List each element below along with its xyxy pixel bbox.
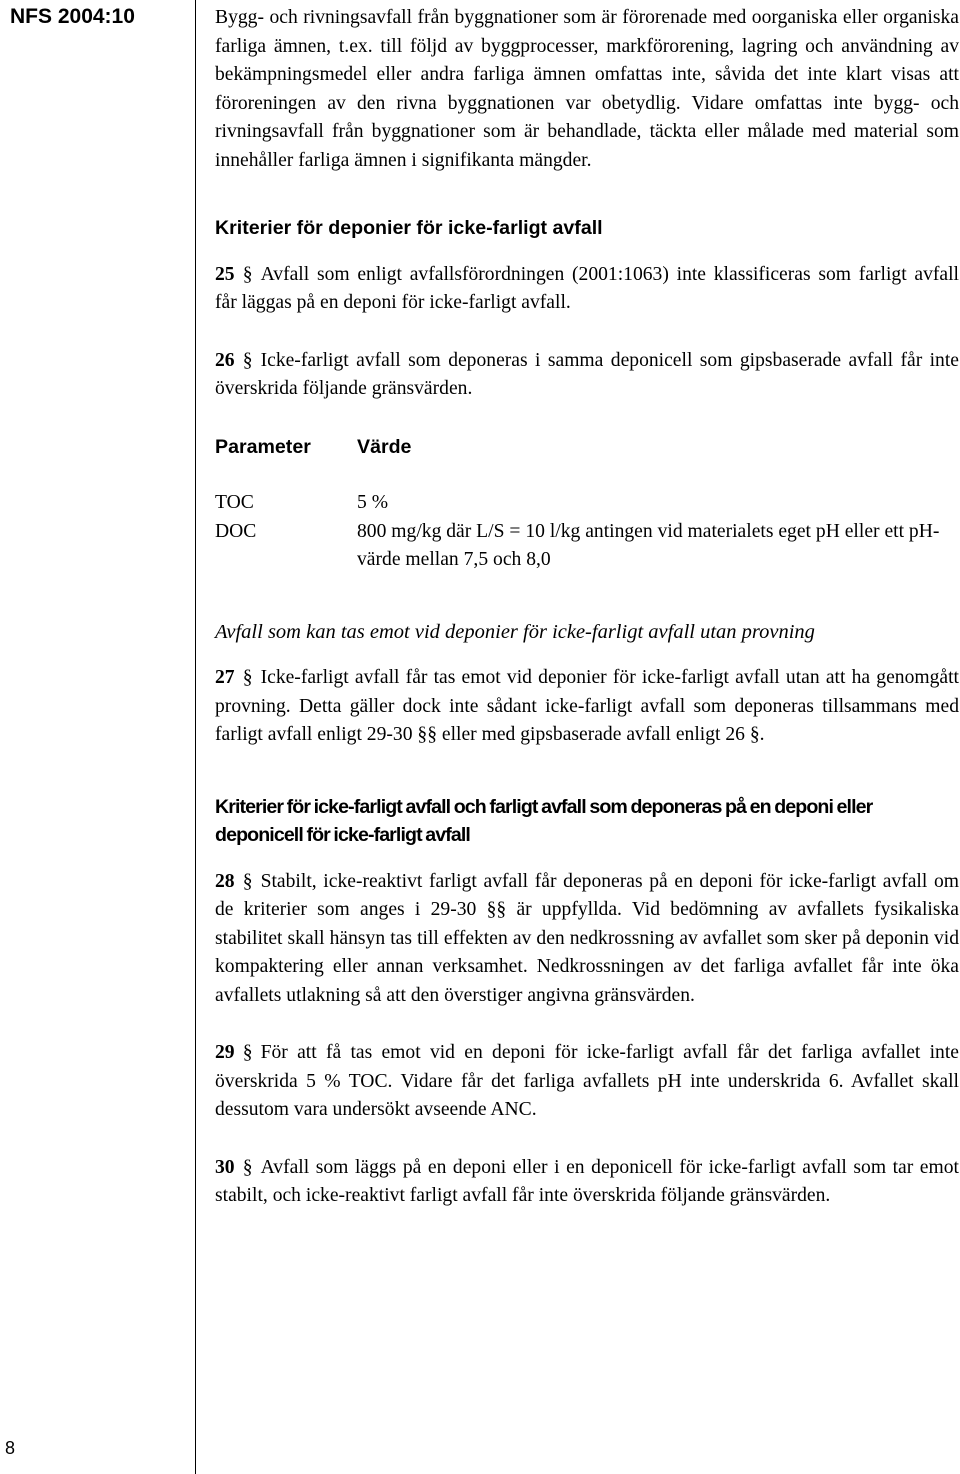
paragraph-text: För att få tas emot vid en deponi för icke-farligt avfall får det farliga avfallet inte överskrida 5 % TOC. Vidare får det farliga avfallets pH inte underskrida 6. Avfallet skall dessutom vara undersökt avseende ANC. — [215, 1042, 959, 1120]
paragraph-26 — [215, 347, 959, 404]
section-sign: § — [242, 870, 253, 892]
section-sign: § — [242, 263, 253, 285]
section-sign: § — [242, 349, 253, 371]
table-row — [215, 518, 959, 575]
section-heading: Kriterier för deponier för icke-farligt avfall — [215, 217, 603, 239]
section-sign: § — [242, 1156, 253, 1178]
document-reference: NFS 2004:10 — [10, 5, 135, 28]
column-header-value: Värde — [357, 435, 412, 458]
parameter-cell: DOC — [215, 520, 257, 542]
paragraph-27 — [215, 664, 959, 750]
column-header-parameter: Parameter — [215, 435, 311, 458]
intro-paragraph: Bygg- och rivningsavfall från byggnationer som är förorenade med oorganiska eller organiska farliga ämnen, t.ex. till följd av byggprocesser, markförorening, lagring och användning av bekämpningsmedel eller andra farliga ämnen omfattas inte, såvida det inte klart visas att föroreningen av den rivna byggnationen var obetydlig. Vidare omfattas inte bygg- och rivningsavfall från byggnationer som är behandlade, täckta eller målade med material som innehåller farliga ämnen i signifikanta mängder. — [215, 7, 959, 171]
paragraph-text: Stabilt, icke-reaktivt farligt avfall får deponeras på en deponi för icke-farligt avfall om de kriterier som anges i 29-30 §§ är uppfyllda. Vid bedömning av avfallets fysikaliska stabilitet skall hänsyn tas till effekten av den nedkrossning av avfallet som sker på deponin vid kompaktering eller annan verksamhet. Nedkrossningen av det farliga avfallet får inte öka avfallets utlakning så att den överstiger angivna gränsvärden. — [215, 870, 959, 1006]
paragraph-30 — [215, 1154, 959, 1211]
paragraph-29 — [215, 1039, 959, 1125]
margin-rule — [195, 0, 196, 1474]
value-cell: 5 % — [357, 492, 389, 513]
section-heading-italic: Avfall som kan tas emot vid deponier för icke-farligt avfall utan provning — [215, 620, 815, 643]
paragraph-number: 28 — [215, 870, 235, 892]
page-number: 8 — [5, 1438, 16, 1458]
limit-values-table — [215, 433, 959, 575]
paragraph-text: Avfall som läggs på en deponi eller i en deponicell för icke-farligt avfall som tar emot stabilt, och icke-reaktivt farligt avfall får inte överskrida följande gränsvärden. — [215, 1156, 959, 1206]
paragraph-number: 25 — [215, 263, 235, 285]
paragraph-text: Icke-farligt avfall som deponeras i samma deponicell som gipsbaserade avfall får inte överskrida följande gränsvärden. — [215, 349, 959, 399]
section-heading: Kriterier för icke-farligt avfall och farligt avfall som deponeras på en deponi eller deponicell för icke-farligt avfall — [215, 795, 873, 846]
section-sign: § — [242, 667, 253, 688]
paragraph-number: 27 — [215, 667, 235, 688]
page-content — [215, 4, 959, 1211]
section-sign: § — [242, 1042, 253, 1063]
paragraph-25 — [215, 261, 959, 318]
parameter-cell: TOC — [215, 492, 254, 513]
paragraph-number: 26 — [215, 349, 235, 371]
paragraph-text: Icke-farligt avfall får tas emot vid deponier för icke-farligt avfall utan att ha genomgått provning. Detta gäller dock inte sådant icke-farligt avfall som deponeras tillsammans med farligt avfall enligt 29-30 §§ eller med gipsbaserade avfall enligt 26 §. — [215, 667, 959, 745]
table-header-row — [215, 433, 959, 462]
paragraph-number: 30 — [215, 1156, 235, 1178]
paragraph-number: 29 — [215, 1042, 235, 1063]
value-cell: 800 mg/kg där L/S = 10 l/kg antingen vid materialets eget pH eller ett pH-värde mellan 7,5 och 8,0 — [357, 520, 940, 570]
paragraph-text: Avfall som enligt avfallsförordningen (2001:1063) inte klassificeras som farligt avfall får läggas på en deponi för icke-farligt avfall. — [215, 263, 959, 313]
paragraph-28 — [215, 868, 959, 1011]
table-row — [215, 489, 959, 518]
